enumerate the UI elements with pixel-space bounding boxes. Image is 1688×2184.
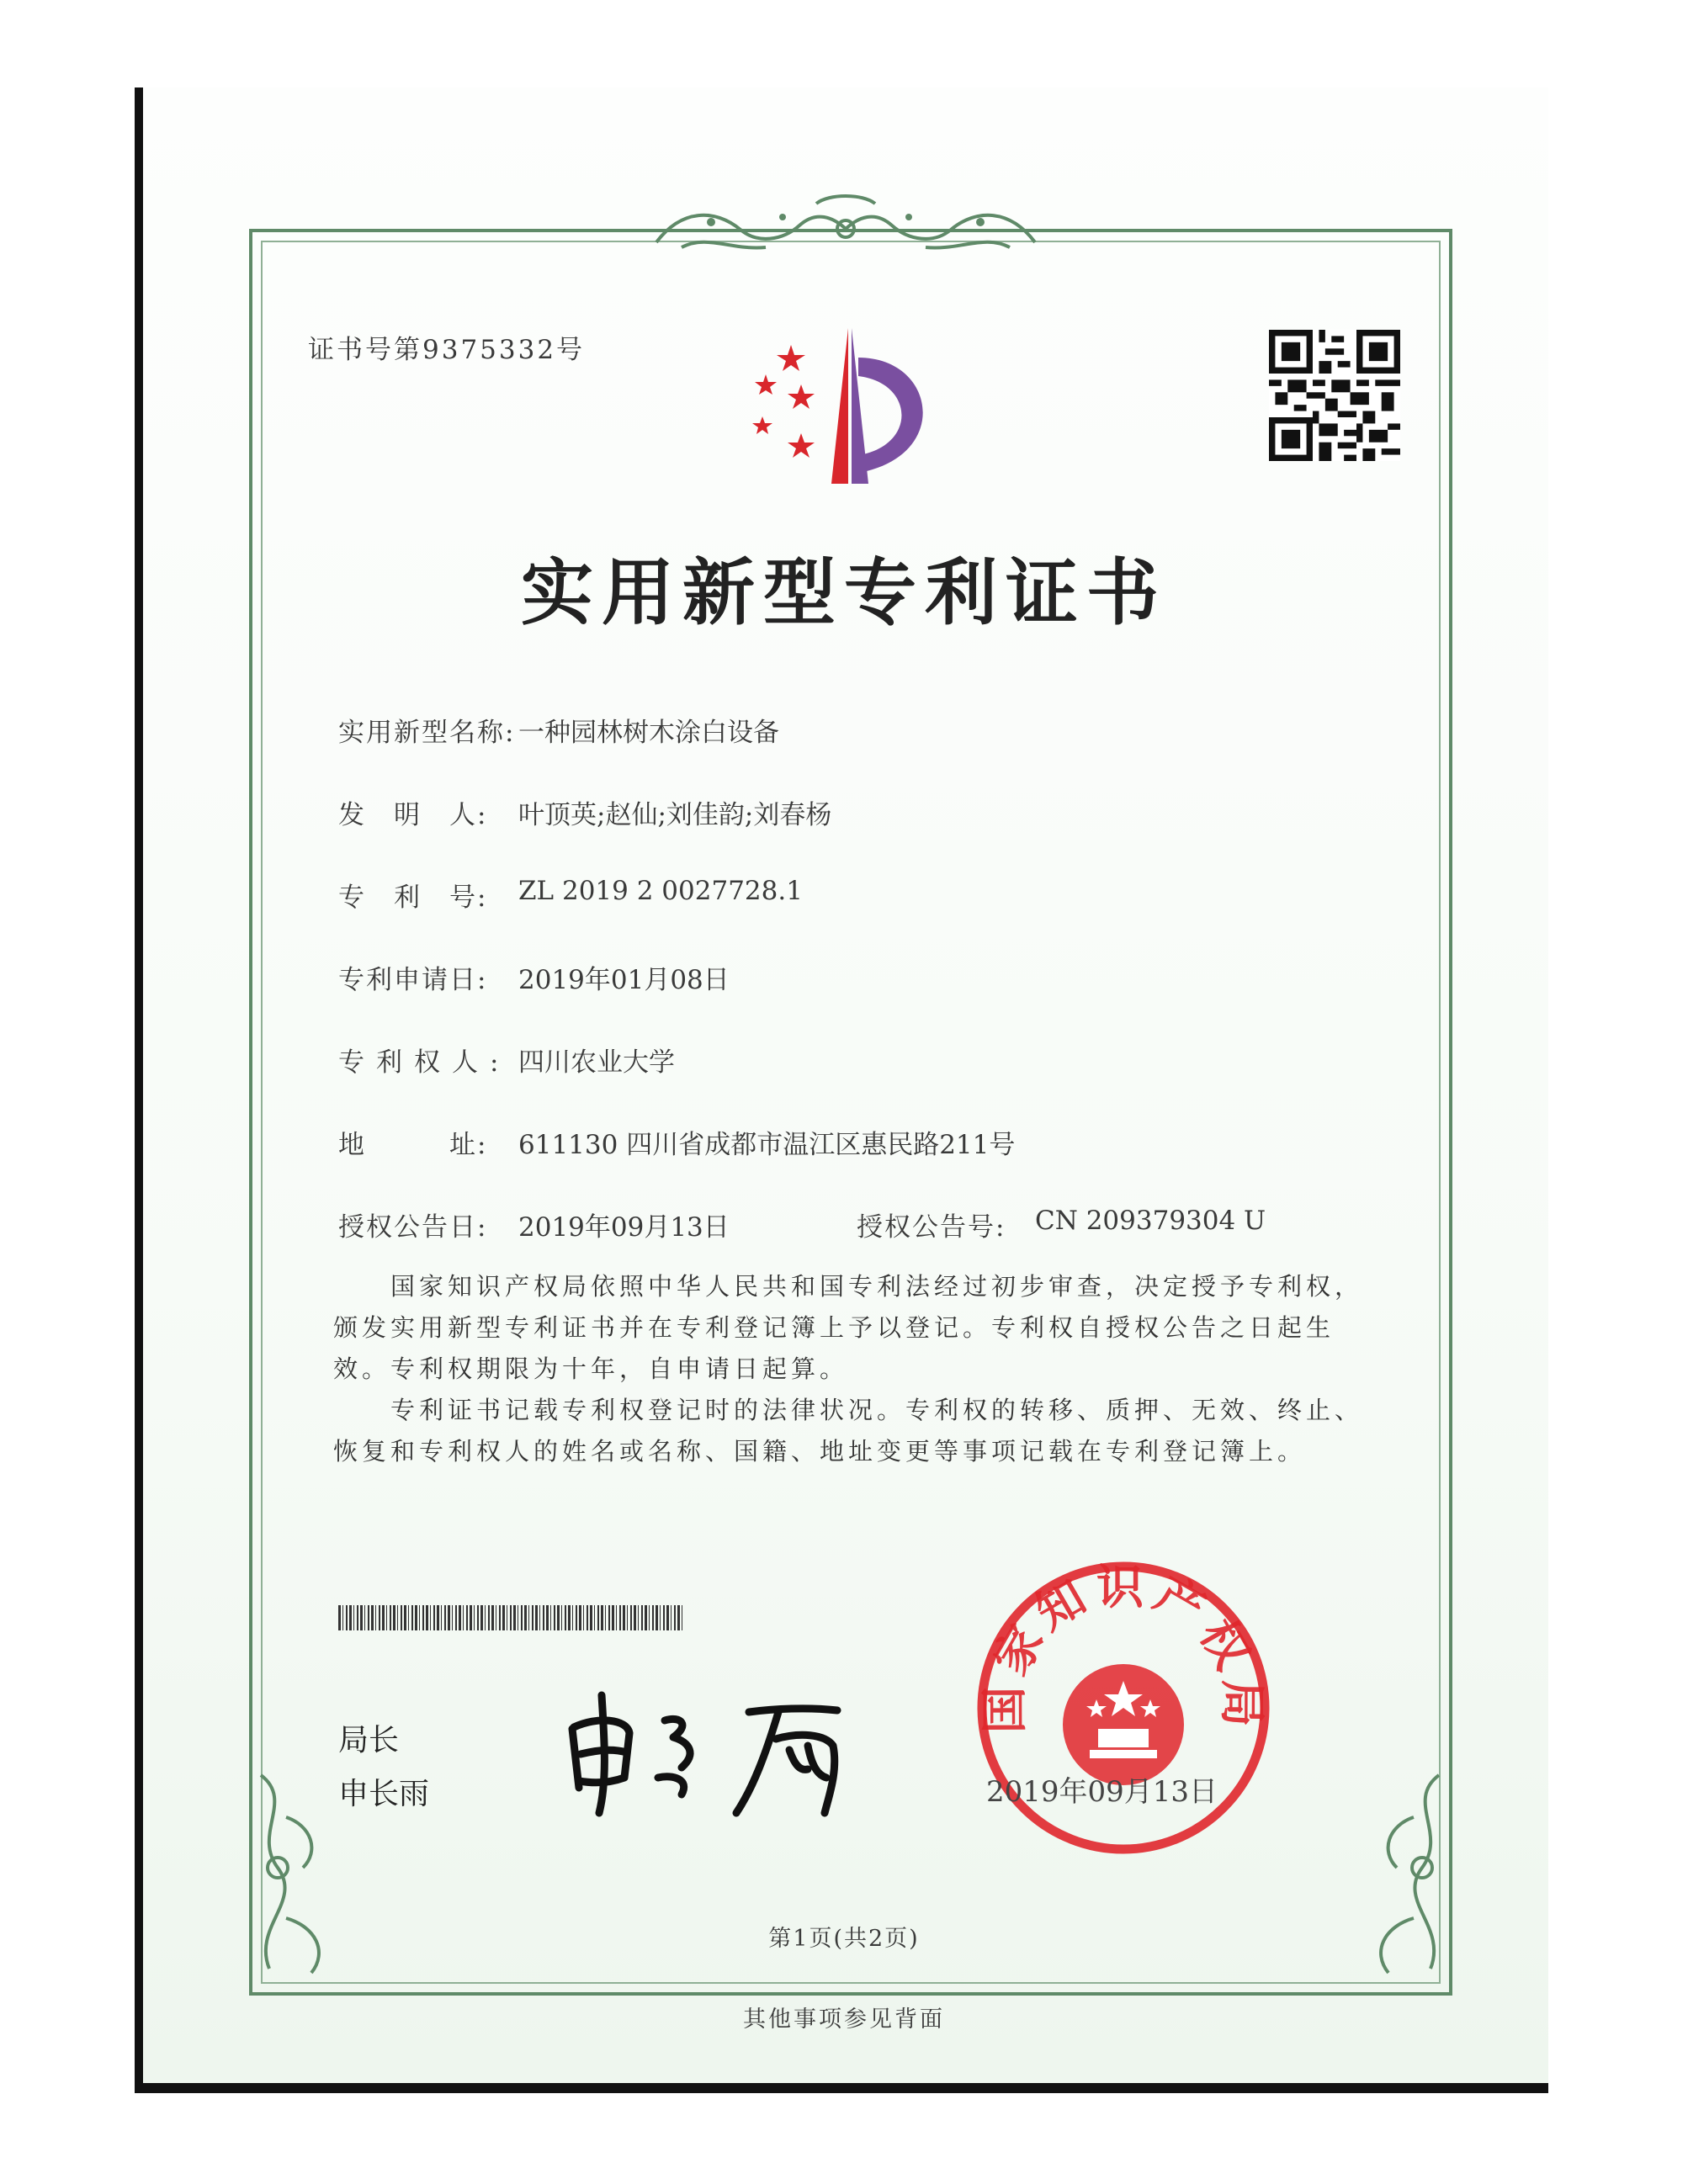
- address-value: 611130 四川省成都市温江区惠民路211号: [518, 1130, 1016, 1160]
- announcement-number-label: 授权公告号:: [857, 1212, 1006, 1243]
- top-ornament-icon: [648, 192, 1043, 262]
- certificate-number: 证书号第9375332号: [308, 335, 586, 365]
- svg-text:国家知识产权局: 国家知识产权局: [977, 1561, 1270, 1734]
- utility-model-name-value: 一种园林树木涂白设备: [518, 718, 779, 748]
- inventor-value: 叶顶英;赵仙;刘佳韵;刘春杨: [518, 800, 832, 830]
- scan-edge-left: [135, 87, 143, 2090]
- application-date-value: 2019年01月08日: [518, 965, 730, 995]
- scan-edge-bottom: [135, 2083, 1548, 2093]
- certificate-title: 实用新型专利证书: [521, 550, 1167, 635]
- announcement-date-value: 2019年09月13日: [518, 1212, 730, 1243]
- director-signature-icon: [555, 1687, 858, 1821]
- page-number: 第1页(共2页): [768, 1926, 920, 1952]
- announcement-number-value: CN 209379304 U: [1035, 1206, 1266, 1236]
- announcement-date-label: 授权公告日:: [338, 1212, 488, 1243]
- seal-date: 2019年09月13日: [986, 1775, 1218, 1809]
- patentee-label: 专利权人:: [338, 1047, 511, 1078]
- patent-office-logo-icon: [740, 324, 959, 492]
- director-name: 申长雨: [338, 1777, 430, 1811]
- utility-model-name-label: 实用新型名称:: [338, 718, 516, 748]
- director-title: 局长: [338, 1723, 400, 1757]
- corner-ornament-right-icon: [1346, 1767, 1464, 1985]
- footer-note: 其他事项参见背面: [743, 2006, 945, 2033]
- patent-number-value: ZL 2019 2 0027728.1: [518, 876, 803, 906]
- patentee-value: 四川农业大学: [518, 1047, 675, 1078]
- inventor-label: 发 明 人:: [338, 800, 488, 830]
- qr-code-icon: [1269, 330, 1400, 461]
- patent-number-label: 专 利 号:: [338, 883, 488, 913]
- corner-ornament-left-icon: [236, 1767, 353, 1985]
- statement-paragraph-2: 专利证书记载专利权登记时的法律状况。专利权的转移、质押、无效、终止、恢复和专利权人的姓名或名称、国籍、地址变更等事项记载在专利登记簿上。: [333, 1396, 1364, 1466]
- barcode-icon: [338, 1605, 685, 1630]
- official-seal-icon: [972, 1556, 1275, 1859]
- address-label: 地 址:: [338, 1130, 488, 1160]
- statement-paragraph-1: 国家知识产权局依照中华人民共和国专利法经过初步审查，决定授予专利权，颁发实用新型专利证书并在专利登记簿上予以登记。专利权自授权公告之日起生效。专利权期限为十年，自申请日起算。: [333, 1272, 1364, 1383]
- application-date-label: 专利申请日:: [338, 965, 488, 995]
